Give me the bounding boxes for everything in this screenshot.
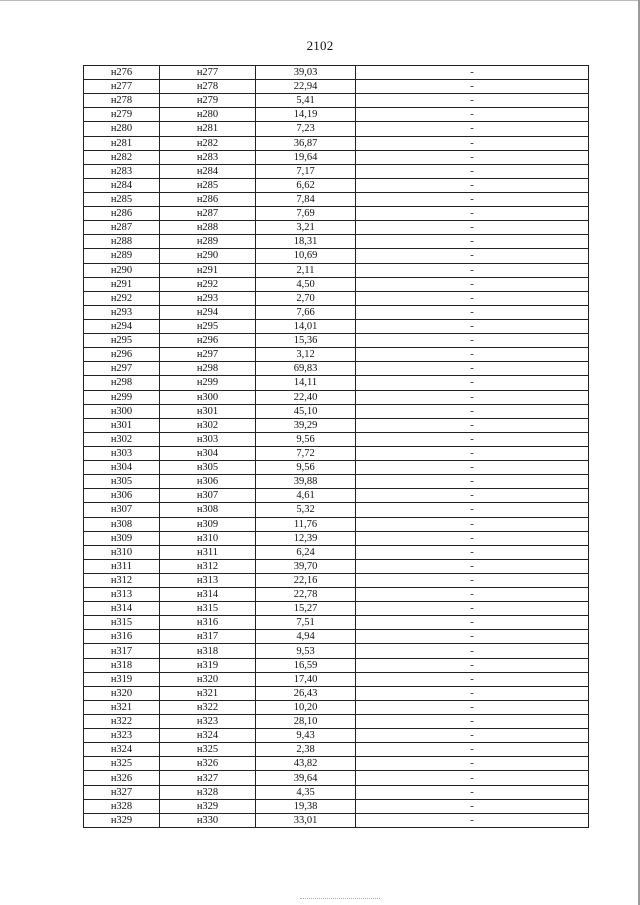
- table-row: [84, 700, 589, 714]
- length-cell: 15,27: [256, 602, 356, 616]
- length-cell: 69,83: [256, 362, 356, 376]
- point-from-cell: н276: [84, 66, 160, 80]
- table-row: [84, 178, 589, 192]
- point-from-cell: н322: [84, 715, 160, 729]
- point-to-cell: н277: [160, 66, 256, 80]
- length-cell: 9,56: [256, 461, 356, 475]
- length-cell: 45,10: [256, 404, 356, 418]
- length-cell: 4,61: [256, 489, 356, 503]
- point-to-cell: н292: [160, 277, 256, 291]
- length-cell: 4,94: [256, 630, 356, 644]
- length-cell: 9,43: [256, 729, 356, 743]
- note-cell: -: [356, 489, 589, 503]
- table-row: [84, 475, 589, 489]
- point-from-cell: н319: [84, 672, 160, 686]
- length-cell: 39,29: [256, 418, 356, 432]
- note-cell: -: [356, 319, 589, 333]
- point-to-cell: н329: [160, 799, 256, 813]
- length-cell: 7,66: [256, 305, 356, 319]
- note-cell: -: [356, 672, 589, 686]
- note-cell: -: [356, 573, 589, 587]
- length-cell: 39,64: [256, 771, 356, 785]
- note-cell: -: [356, 418, 589, 432]
- point-to-cell: н310: [160, 531, 256, 545]
- point-to-cell: н288: [160, 221, 256, 235]
- point-from-cell: н277: [84, 80, 160, 94]
- note-cell: -: [356, 235, 589, 249]
- note-cell: -: [356, 686, 589, 700]
- point-to-cell: н299: [160, 376, 256, 390]
- table-row: [84, 263, 589, 277]
- point-to-cell: н291: [160, 263, 256, 277]
- table-row: [84, 390, 589, 404]
- length-cell: 5,41: [256, 94, 356, 108]
- note-cell: -: [356, 122, 589, 136]
- table-row: [84, 644, 589, 658]
- note-cell: -: [356, 249, 589, 263]
- point-to-cell: н314: [160, 588, 256, 602]
- table-row: [84, 517, 589, 531]
- note-cell: -: [356, 517, 589, 531]
- point-to-cell: н294: [160, 305, 256, 319]
- table-row: [84, 249, 589, 263]
- boundary-segments-table: [83, 65, 589, 828]
- point-from-cell: н326: [84, 771, 160, 785]
- length-cell: 7,51: [256, 616, 356, 630]
- table-row: [84, 446, 589, 460]
- point-from-cell: н314: [84, 602, 160, 616]
- length-cell: 28,10: [256, 715, 356, 729]
- length-cell: 10,20: [256, 700, 356, 714]
- length-cell: 9,56: [256, 432, 356, 446]
- page-number: 2102: [306, 38, 334, 53]
- point-from-cell: н327: [84, 785, 160, 799]
- point-from-cell: н303: [84, 446, 160, 460]
- point-from-cell: н290: [84, 263, 160, 277]
- note-cell: -: [356, 390, 589, 404]
- point-from-cell: н305: [84, 475, 160, 489]
- table-row: [84, 192, 589, 206]
- point-to-cell: н296: [160, 334, 256, 348]
- table-row: [84, 573, 589, 587]
- point-from-cell: н310: [84, 545, 160, 559]
- length-cell: 33,01: [256, 813, 356, 827]
- length-cell: 16,59: [256, 658, 356, 672]
- table-row: [84, 743, 589, 757]
- note-cell: -: [356, 446, 589, 460]
- point-to-cell: н287: [160, 207, 256, 221]
- table-row: [84, 658, 589, 672]
- table-row: [84, 376, 589, 390]
- point-to-cell: н319: [160, 658, 256, 672]
- point-to-cell: н278: [160, 80, 256, 94]
- point-to-cell: н284: [160, 164, 256, 178]
- table-row: [84, 305, 589, 319]
- note-cell: -: [356, 475, 589, 489]
- point-to-cell: н279: [160, 94, 256, 108]
- note-cell: -: [356, 715, 589, 729]
- length-cell: 6,62: [256, 178, 356, 192]
- point-from-cell: н298: [84, 376, 160, 390]
- point-to-cell: н301: [160, 404, 256, 418]
- point-from-cell: н311: [84, 559, 160, 573]
- point-from-cell: н281: [84, 136, 160, 150]
- point-from-cell: н295: [84, 334, 160, 348]
- point-to-cell: н298: [160, 362, 256, 376]
- note-cell: -: [356, 531, 589, 545]
- table-row: [84, 80, 589, 94]
- note-cell: -: [356, 630, 589, 644]
- point-to-cell: н283: [160, 150, 256, 164]
- note-cell: -: [356, 150, 589, 164]
- note-cell: -: [356, 785, 589, 799]
- length-cell: 43,82: [256, 757, 356, 771]
- table-row: [84, 94, 589, 108]
- note-cell: -: [356, 588, 589, 602]
- point-to-cell: н306: [160, 475, 256, 489]
- point-to-cell: н322: [160, 700, 256, 714]
- table-row: [84, 221, 589, 235]
- point-to-cell: н309: [160, 517, 256, 531]
- note-cell: -: [356, 348, 589, 362]
- length-cell: 19,38: [256, 799, 356, 813]
- point-from-cell: н299: [84, 390, 160, 404]
- table-row: [84, 503, 589, 517]
- table-row: [84, 813, 589, 827]
- point-to-cell: н304: [160, 446, 256, 460]
- point-from-cell: н315: [84, 616, 160, 630]
- point-to-cell: н317: [160, 630, 256, 644]
- table-row: [84, 404, 589, 418]
- scan-artifact-divider: [300, 898, 380, 900]
- point-to-cell: н286: [160, 192, 256, 206]
- length-cell: 9,53: [256, 644, 356, 658]
- point-from-cell: н279: [84, 108, 160, 122]
- point-from-cell: н306: [84, 489, 160, 503]
- note-cell: -: [356, 503, 589, 517]
- point-from-cell: н301: [84, 418, 160, 432]
- length-cell: 26,43: [256, 686, 356, 700]
- point-to-cell: н308: [160, 503, 256, 517]
- length-cell: 7,84: [256, 192, 356, 206]
- point-to-cell: н328: [160, 785, 256, 799]
- point-to-cell: н302: [160, 418, 256, 432]
- table-row: [84, 616, 589, 630]
- point-to-cell: н280: [160, 108, 256, 122]
- note-cell: -: [356, 404, 589, 418]
- table-row: [84, 235, 589, 249]
- table-row: [84, 207, 589, 221]
- length-cell: 7,17: [256, 164, 356, 178]
- point-to-cell: н330: [160, 813, 256, 827]
- note-cell: -: [356, 334, 589, 348]
- note-cell: -: [356, 700, 589, 714]
- point-to-cell: н316: [160, 616, 256, 630]
- point-from-cell: н291: [84, 277, 160, 291]
- point-to-cell: н313: [160, 573, 256, 587]
- point-from-cell: н300: [84, 404, 160, 418]
- length-cell: 6,24: [256, 545, 356, 559]
- note-cell: -: [356, 164, 589, 178]
- point-from-cell: н284: [84, 178, 160, 192]
- note-cell: -: [356, 545, 589, 559]
- note-cell: -: [356, 771, 589, 785]
- table-row: [84, 150, 589, 164]
- table-row: [84, 108, 589, 122]
- point-from-cell: н285: [84, 192, 160, 206]
- point-from-cell: н289: [84, 249, 160, 263]
- note-cell: -: [356, 729, 589, 743]
- length-cell: 39,70: [256, 559, 356, 573]
- point-to-cell: н321: [160, 686, 256, 700]
- point-to-cell: н315: [160, 602, 256, 616]
- note-cell: -: [356, 108, 589, 122]
- table-row: [84, 588, 589, 602]
- point-to-cell: н293: [160, 291, 256, 305]
- point-to-cell: н290: [160, 249, 256, 263]
- length-cell: 36,87: [256, 136, 356, 150]
- note-cell: -: [356, 207, 589, 221]
- table-row: [84, 559, 589, 573]
- point-from-cell: н287: [84, 221, 160, 235]
- length-cell: 22,78: [256, 588, 356, 602]
- point-from-cell: н288: [84, 235, 160, 249]
- length-cell: 4,35: [256, 785, 356, 799]
- point-from-cell: н325: [84, 757, 160, 771]
- point-from-cell: н312: [84, 573, 160, 587]
- table-row: [84, 418, 589, 432]
- length-cell: 18,31: [256, 235, 356, 249]
- point-from-cell: н283: [84, 164, 160, 178]
- point-from-cell: н308: [84, 517, 160, 531]
- length-cell: 2,70: [256, 291, 356, 305]
- length-cell: 7,23: [256, 122, 356, 136]
- point-to-cell: н326: [160, 757, 256, 771]
- table-row: [84, 122, 589, 136]
- table-body: [84, 66, 589, 828]
- length-cell: 15,36: [256, 334, 356, 348]
- point-from-cell: н293: [84, 305, 160, 319]
- table-row: [84, 545, 589, 559]
- note-cell: -: [356, 192, 589, 206]
- point-from-cell: н302: [84, 432, 160, 446]
- point-to-cell: н300: [160, 390, 256, 404]
- point-to-cell: н281: [160, 122, 256, 136]
- table-row: [84, 291, 589, 305]
- note-cell: -: [356, 94, 589, 108]
- point-to-cell: н327: [160, 771, 256, 785]
- point-to-cell: н312: [160, 559, 256, 573]
- note-cell: -: [356, 80, 589, 94]
- note-cell: -: [356, 432, 589, 446]
- point-to-cell: н289: [160, 235, 256, 249]
- point-to-cell: н324: [160, 729, 256, 743]
- length-cell: 17,40: [256, 672, 356, 686]
- point-from-cell: н321: [84, 700, 160, 714]
- point-to-cell: н325: [160, 743, 256, 757]
- point-to-cell: н318: [160, 644, 256, 658]
- table-row: [84, 277, 589, 291]
- table-row: [84, 672, 589, 686]
- length-cell: 2,11: [256, 263, 356, 277]
- table-row: [84, 729, 589, 743]
- note-cell: -: [356, 743, 589, 757]
- point-from-cell: н296: [84, 348, 160, 362]
- point-from-cell: н329: [84, 813, 160, 827]
- length-cell: 22,94: [256, 80, 356, 94]
- length-cell: 14,11: [256, 376, 356, 390]
- note-cell: -: [356, 616, 589, 630]
- point-to-cell: н307: [160, 489, 256, 503]
- point-from-cell: н304: [84, 461, 160, 475]
- note-cell: -: [356, 277, 589, 291]
- length-cell: 5,32: [256, 503, 356, 517]
- table-row: [84, 686, 589, 700]
- note-cell: -: [356, 813, 589, 827]
- length-cell: 3,21: [256, 221, 356, 235]
- point-from-cell: н282: [84, 150, 160, 164]
- note-cell: -: [356, 66, 589, 80]
- point-from-cell: н324: [84, 743, 160, 757]
- table-row: [84, 771, 589, 785]
- length-cell: 12,39: [256, 531, 356, 545]
- point-from-cell: н328: [84, 799, 160, 813]
- table-row: [84, 348, 589, 362]
- point-from-cell: н316: [84, 630, 160, 644]
- point-from-cell: н309: [84, 531, 160, 545]
- length-cell: 11,76: [256, 517, 356, 531]
- point-from-cell: н323: [84, 729, 160, 743]
- table-row: [84, 757, 589, 771]
- note-cell: -: [356, 263, 589, 277]
- table-row: [84, 531, 589, 545]
- table-row: [84, 799, 589, 813]
- table-row: [84, 136, 589, 150]
- note-cell: -: [356, 559, 589, 573]
- point-to-cell: н297: [160, 348, 256, 362]
- length-cell: 14,19: [256, 108, 356, 122]
- note-cell: -: [356, 291, 589, 305]
- length-cell: 4,50: [256, 277, 356, 291]
- table-row: [84, 785, 589, 799]
- note-cell: -: [356, 362, 589, 376]
- table-row: [84, 461, 589, 475]
- table-row: [84, 630, 589, 644]
- point-to-cell: н295: [160, 319, 256, 333]
- table-row: [84, 66, 589, 80]
- table-row: [84, 334, 589, 348]
- point-from-cell: н313: [84, 588, 160, 602]
- length-cell: 7,72: [256, 446, 356, 460]
- length-cell: 14,01: [256, 319, 356, 333]
- length-cell: 22,16: [256, 573, 356, 587]
- point-from-cell: н297: [84, 362, 160, 376]
- point-from-cell: н320: [84, 686, 160, 700]
- page-top-edge: [0, 0, 640, 1]
- point-to-cell: н303: [160, 432, 256, 446]
- point-to-cell: н305: [160, 461, 256, 475]
- note-cell: -: [356, 799, 589, 813]
- point-to-cell: н282: [160, 136, 256, 150]
- note-cell: -: [356, 658, 589, 672]
- length-cell: 19,64: [256, 150, 356, 164]
- note-cell: -: [356, 305, 589, 319]
- length-cell: 3,12: [256, 348, 356, 362]
- note-cell: -: [356, 644, 589, 658]
- table-row: [84, 164, 589, 178]
- note-cell: -: [356, 136, 589, 150]
- table-row: [84, 432, 589, 446]
- note-cell: -: [356, 757, 589, 771]
- table-row: [84, 602, 589, 616]
- note-cell: -: [356, 461, 589, 475]
- point-from-cell: н280: [84, 122, 160, 136]
- table-row: [84, 489, 589, 503]
- note-cell: -: [356, 221, 589, 235]
- point-from-cell: н294: [84, 319, 160, 333]
- point-from-cell: н292: [84, 291, 160, 305]
- length-cell: 2,38: [256, 743, 356, 757]
- note-cell: -: [356, 178, 589, 192]
- length-cell: 39,88: [256, 475, 356, 489]
- table-row: [84, 715, 589, 729]
- note-cell: -: [356, 602, 589, 616]
- length-cell: 39,03: [256, 66, 356, 80]
- point-from-cell: н307: [84, 503, 160, 517]
- point-to-cell: н323: [160, 715, 256, 729]
- point-from-cell: н317: [84, 644, 160, 658]
- point-from-cell: н278: [84, 94, 160, 108]
- table-row: [84, 362, 589, 376]
- length-cell: 10,69: [256, 249, 356, 263]
- point-to-cell: н320: [160, 672, 256, 686]
- length-cell: 22,40: [256, 390, 356, 404]
- point-to-cell: н285: [160, 178, 256, 192]
- point-from-cell: н286: [84, 207, 160, 221]
- length-cell: 7,69: [256, 207, 356, 221]
- note-cell: -: [356, 376, 589, 390]
- table-row: [84, 319, 589, 333]
- point-to-cell: н311: [160, 545, 256, 559]
- point-from-cell: н318: [84, 658, 160, 672]
